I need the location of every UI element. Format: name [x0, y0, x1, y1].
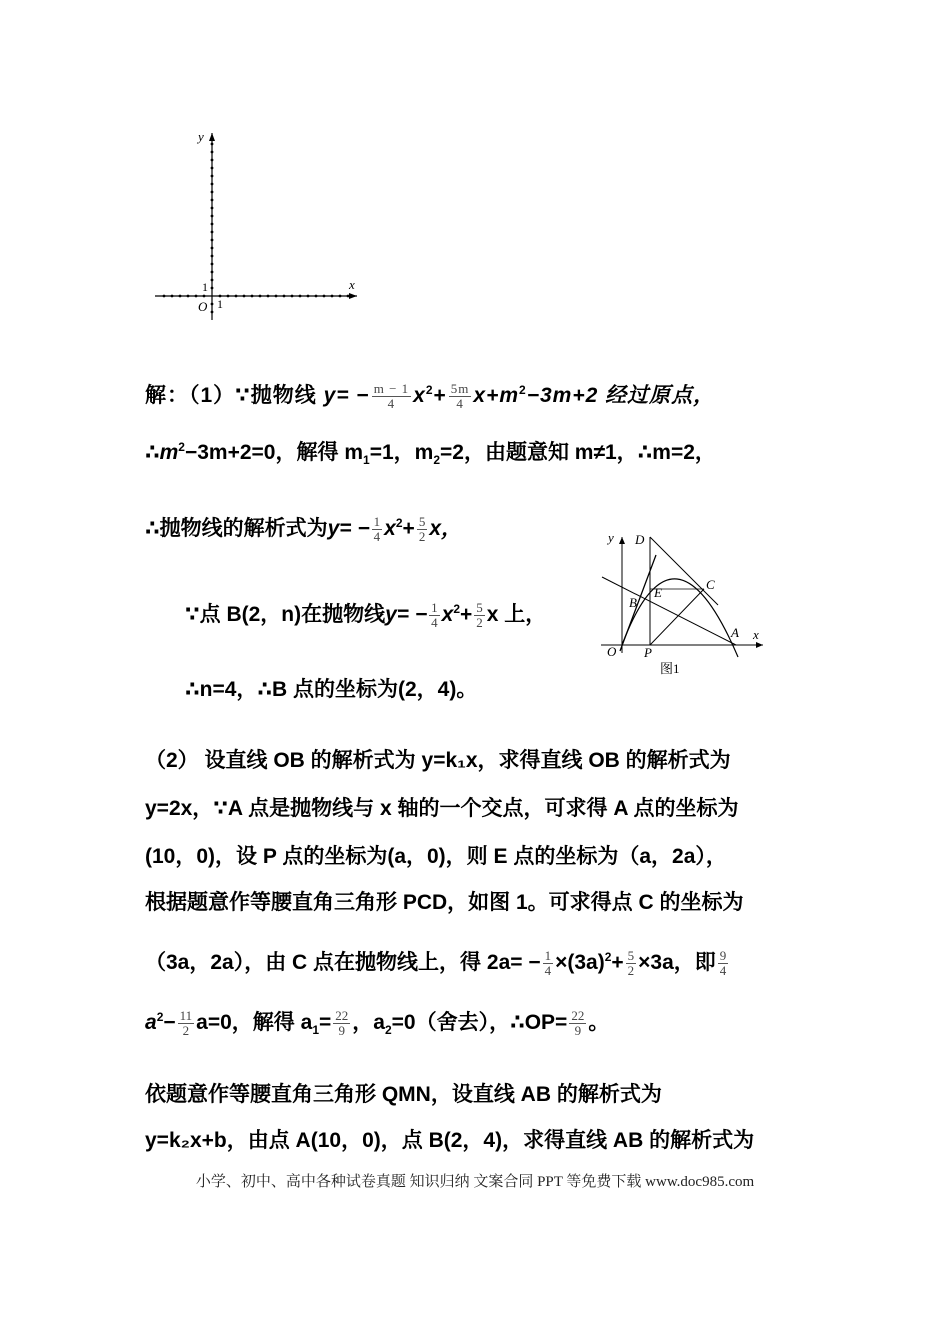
- part2-line-1: （2） 设直线 OB 的解析式为 y=k₁x，求得直线 OB 的解析式为: [145, 749, 731, 772]
- y-axis-tick: [211, 191, 214, 194]
- x-axis-tick: [235, 295, 238, 298]
- solution-line-1: 解：（1）∵抛物线 y= − $\frac{m - 1}{4}$ $x^2+$ $\frac{5m}{4}$ $x+m^2-3m+2$ 经过原点，: [145, 380, 716, 411]
- part2-line-6: $a^2-$ $\frac{11}{2}$ a=0，解得 $a_1=$ $\frac{22}{9}$ ，$a_2=0$（舍去），∴OP= $\frac{22}{9}$ 。: [145, 1007, 610, 1038]
- fig1-O-label: O: [607, 644, 617, 659]
- y-axis-label: y: [198, 129, 204, 144]
- x-axis-tick: [179, 295, 182, 298]
- fraction: $\frac{22}{9}$: [571, 1007, 585, 1038]
- fig1-caption: 图1: [660, 661, 680, 676]
- x-axis-tick: [163, 295, 166, 298]
- y-tick-label: 1: [202, 280, 208, 294]
- figure-1: [598, 527, 768, 687]
- y-axis-tick: [211, 311, 214, 314]
- x-tick-label: 1: [217, 297, 223, 311]
- fraction: $\frac{9}{4}$: [719, 947, 727, 978]
- y-axis-tick: [211, 239, 214, 242]
- solution-line-4: ∵点 B(2，n)在抛物线y= − $\frac{1}{4}$ $x^2+$ $\frac{5}{2}$ x 上，: [185, 599, 547, 630]
- y-axis-tick: [211, 231, 214, 234]
- x-axis-tick: [299, 295, 302, 298]
- solution-line-3: ∴抛物线的解析式为y= − $\frac{1}{4}$ $x^2+$ $\frac{5}{2}$ x，: [145, 513, 462, 544]
- x-axis-tick: [275, 295, 278, 298]
- y-axis-tick: [211, 255, 214, 258]
- y-axis-tick: [211, 199, 214, 202]
- y-axis-tick: [211, 175, 214, 178]
- x-axis-tick: [251, 295, 254, 298]
- y-axis-tick: [211, 223, 214, 226]
- fraction: $\frac{5}{2}$: [627, 947, 635, 978]
- y-axis-tick: [211, 215, 214, 218]
- fraction: $\frac{22}{9}$: [335, 1007, 349, 1038]
- x-axis-tick: [347, 295, 350, 298]
- y-axis-tick: [211, 247, 214, 250]
- fig1-D-label: D: [635, 532, 645, 547]
- fraction: $\frac{5}{2}$: [476, 599, 483, 630]
- part3-line-2: y=k₂x+b，由点 A(10，0)，点 B(2，4)，求得直线 AB 的解析式为: [145, 1129, 755, 1152]
- x-axis-tick: [291, 295, 294, 298]
- y-axis-tick: [211, 167, 214, 170]
- part2-line-2: y=2x，∵A 点是抛物线与 x 轴的一个交点，可求得 A 点的坐标为: [145, 797, 739, 820]
- footer-text: 小学、初中、高中各种试卷真题 知识归纳 文案合同 PPT 等免费下载 www.doc985.com: [195, 1174, 755, 1190]
- y-axis-tick: [211, 303, 214, 306]
- x-axis-tick: [195, 295, 198, 298]
- fig1-A-label: A: [731, 625, 739, 640]
- y-axis-tick: [211, 183, 214, 186]
- x-axis-tick: [339, 295, 342, 298]
- solution-line-5: ∴n=4，∴B 点的坐标为(2，4)。: [185, 678, 478, 701]
- y-axis-tick: [211, 143, 214, 146]
- origin-label: O: [198, 299, 208, 314]
- part3-line-1: 依题意作等腰直角三角形 QMN，设直线 AB 的解析式为: [145, 1083, 662, 1106]
- fraction: $\frac{1}{4}$: [431, 599, 438, 630]
- fig1-E-label: E: [654, 585, 662, 600]
- x-axis-tick: [315, 295, 318, 298]
- x-axis-tick: [227, 295, 230, 298]
- y-axis-tick: [211, 287, 214, 290]
- fraction: $\frac{1}{4}$: [373, 513, 381, 544]
- x-axis-tick: [323, 295, 326, 298]
- x-axis-tick: [259, 295, 262, 298]
- part2-line-4: 根据题意作等腰直角三角形 PCD，如图 1。可求得点 C 的坐标为: [145, 891, 744, 914]
- y-axis-tick: [211, 207, 214, 210]
- y-axis-tick: [211, 151, 214, 154]
- y-axis-tick: [211, 271, 214, 274]
- x-axis-label: x: [349, 277, 355, 292]
- x-axis-tick: [187, 295, 190, 298]
- x-axis-tick: [203, 295, 206, 298]
- fig1-y-label: y: [608, 530, 614, 545]
- x-axis-tick: [267, 295, 270, 298]
- y-axis-tick: [211, 159, 214, 162]
- part2-line-5: （3a，2a），由 C 点在抛物线上，得 2a= − $\frac{1}{4}$ $\times(3a)^2+$ $\frac{5}{2}$ ×3a，即 $\frac{9}{4}$: [145, 947, 727, 978]
- x-axis-tick: [171, 295, 174, 298]
- fig1-x-label: x: [753, 627, 759, 642]
- x-axis-tick: [307, 295, 310, 298]
- fraction: $\frac{m - 1}{4}$: [373, 380, 410, 411]
- x-axis-tick: [331, 295, 334, 298]
- y-axis-tick: [211, 279, 214, 282]
- coordinate-axes-figure: [150, 125, 370, 325]
- fraction: $\frac{5}{2}$: [418, 513, 426, 544]
- x-axis-tick: [243, 295, 246, 298]
- fig1-P-label: P: [644, 645, 652, 660]
- fraction: $\frac{1}{4}$: [544, 947, 552, 978]
- solution-line-2: $\therefore m^2-3m+2=0$，解得 $m_1=1$，$m_2=2$，由题意知 m≠1，∴m=2，: [145, 440, 716, 468]
- fig1-C-label: C: [706, 577, 715, 592]
- fraction: $\frac{11}{2}$: [179, 1007, 193, 1038]
- y-axis-tick: [211, 263, 214, 266]
- fig1-B-label: B: [629, 595, 637, 610]
- x-axis-tick: [283, 295, 286, 298]
- part2-line-3: (10，0)，设 P 点的坐标为(a，0)，则 E 点的坐标为（a，2a），: [145, 845, 727, 868]
- fraction: $\frac{5m}{4}$: [450, 380, 470, 411]
